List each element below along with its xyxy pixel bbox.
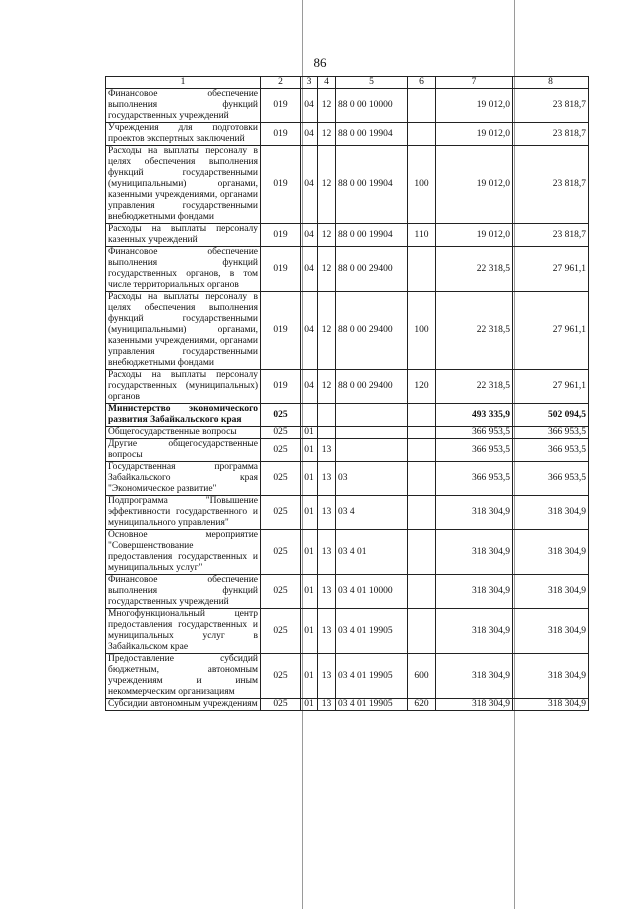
column-header: 1 [106,77,261,89]
subsection-code-cell: 12 [318,123,336,146]
row-name-cell: Многофункциональный центр предоставления государственных и муниципальных услуг в Забайкальском крае [106,609,261,654]
row-name-cell: Финансовое обеспечение выполнения функций государственных учреждений [106,89,261,123]
target-article-cell: 88 0 00 10000 [336,89,408,123]
table-row [106,654,589,699]
row-name-cell: Общегосударственные вопросы [106,427,261,439]
amount-col8-cell: 318 304,9 [513,575,589,609]
subsection-code-cell: 13 [318,496,336,530]
amount-col7-cell: 19 012,0 [436,146,513,224]
table-row [106,292,589,370]
amount-col7-cell: 22 318,5 [436,247,513,292]
ministry-code-cell: 019 [261,247,301,292]
amount-col8-cell: 318 304,9 [513,609,589,654]
section-code-cell: 01 [301,462,318,496]
subsection-code-cell: 13 [318,699,336,711]
amount-col7-cell: 318 304,9 [436,575,513,609]
ministry-code-cell: 019 [261,89,301,123]
table-row [106,496,589,530]
subsection-code-cell: 12 [318,292,336,370]
amount-col8-cell: 502 094,5 [513,404,589,427]
section-code-cell: 01 [301,654,318,699]
ministry-code-cell: 025 [261,654,301,699]
amount-col8-cell: 318 304,9 [513,654,589,699]
table-body [106,89,589,711]
expense-type-cell: 120 [408,370,436,404]
ministry-code-cell: 025 [261,699,301,711]
ministry-code-cell: 025 [261,427,301,439]
section-code-cell: 01 [301,609,318,654]
budget-table [105,76,589,711]
amount-col8-cell: 318 304,9 [513,699,589,711]
target-article-cell: 88 0 00 29400 [336,247,408,292]
ministry-code-cell: 025 [261,575,301,609]
row-name-cell: Министерство экономического развития Забайкальского края [106,404,261,427]
target-article-cell: 03 4 [336,496,408,530]
section-code-cell: 04 [301,89,318,123]
amount-col7-cell: 366 953,5 [436,462,513,496]
table-row [106,370,589,404]
amount-col7-cell: 19 012,0 [436,89,513,123]
table-row [106,427,589,439]
table-row [106,530,589,575]
table-row [106,439,589,462]
expense-type-cell [408,123,436,146]
target-article-cell: 88 0 00 29400 [336,292,408,370]
section-code-cell: 01 [301,530,318,575]
ministry-code-cell: 019 [261,224,301,247]
subsection-code-cell: 12 [318,146,336,224]
amount-col7-cell: 493 335,9 [436,404,513,427]
ministry-code-cell: 025 [261,439,301,462]
table-row [106,146,589,224]
subsection-code-cell [318,404,336,427]
expense-type-cell: 620 [408,699,436,711]
section-code-cell: 01 [301,427,318,439]
subsection-code-cell: 13 [318,530,336,575]
section-code-cell: 04 [301,224,318,247]
subsection-code-cell: 13 [318,462,336,496]
section-code-cell: 01 [301,439,318,462]
expense-type-cell [408,404,436,427]
target-article-cell: 03 4 01 19905 [336,609,408,654]
column-header: 3 [301,77,318,89]
ministry-code-cell: 025 [261,609,301,654]
expense-type-cell [408,609,436,654]
ministry-code-cell: 019 [261,370,301,404]
row-name-cell: Основное мероприятие "Совершенствование предоставления государственных и муниципальных услуг" [106,530,261,575]
amount-col8-cell: 366 953,5 [513,439,589,462]
subsection-code-cell [318,427,336,439]
ministry-code-cell: 025 [261,530,301,575]
row-name-cell: Государственная программа Забайкальского края "Экономическое развитие" [106,462,261,496]
amount-col8-cell: 318 304,9 [513,496,589,530]
column-header: 8 [513,77,589,89]
table-row [106,89,589,123]
amount-col7-cell: 19 012,0 [436,123,513,146]
amount-col8-cell: 27 961,1 [513,370,589,404]
amount-col7-cell: 22 318,5 [436,292,513,370]
amount-col8-cell: 23 818,7 [513,224,589,247]
section-code-cell: 04 [301,146,318,224]
expense-type-cell [408,89,436,123]
ministry-code-cell: 019 [261,123,301,146]
amount-col7-cell: 318 304,9 [436,530,513,575]
expense-type-cell [408,530,436,575]
row-name-cell: Другие общегосударственные вопросы [106,439,261,462]
section-code-cell: 04 [301,370,318,404]
expense-type-cell [408,496,436,530]
amount-col7-cell: 318 304,9 [436,609,513,654]
target-article-cell: 88 0 00 29400 [336,370,408,404]
target-article-cell: 88 0 00 19904 [336,123,408,146]
row-name-cell: Субсидии автономным учреждениям [106,699,261,711]
expense-type-cell [408,247,436,292]
target-article-cell: 03 [336,462,408,496]
ministry-code-cell: 025 [261,496,301,530]
column-number-row [106,77,589,89]
row-name-cell: Предоставление субсидий бюджетным, автономным учреждениям и иным некоммерческим организациям [106,654,261,699]
section-code-cell: 01 [301,496,318,530]
row-name-cell: Финансовое обеспечение выполнения функций государственных учреждений [106,575,261,609]
column-header: 5 [336,77,408,89]
expense-type-cell [408,427,436,439]
row-name-cell: Расходы на выплаты персоналу в целях обеспечения выполнения функций государственными (муниципальными) органами, казенными учреждениями, органами управления государственными внебюджетными фондами [106,292,261,370]
expense-type-cell [408,439,436,462]
amount-col8-cell: 23 818,7 [513,89,589,123]
section-code-cell [301,404,318,427]
amount-col8-cell: 366 953,5 [513,427,589,439]
table-row [106,123,589,146]
row-name-cell: Расходы на выплаты персоналу в целях обеспечения выполнения функций государственными (муниципальными) органами, казенными учреждениями, органами управления государственными внебюджетными фондами [106,146,261,224]
target-article-cell: 03 4 01 19905 [336,654,408,699]
target-article-cell [336,404,408,427]
amount-col7-cell: 318 304,9 [436,496,513,530]
column-header: 4 [318,77,336,89]
column-header: 6 [408,77,436,89]
expense-type-cell: 110 [408,224,436,247]
target-article-cell: 88 0 00 19904 [336,224,408,247]
column-header: 7 [436,77,513,89]
section-code-cell: 01 [301,699,318,711]
table-row [106,609,589,654]
target-article-cell: 03 4 01 19905 [336,699,408,711]
table-row [106,462,589,496]
section-code-cell: 04 [301,123,318,146]
row-name-cell: Расходы на выплаты персоналу государственных (муниципальных) органов [106,370,261,404]
subsection-code-cell: 13 [318,654,336,699]
row-name-cell: Подпрограмма "Повышение эффективности государственного и муниципального управления" [106,496,261,530]
page-number: 86 [313,55,327,70]
row-name-cell: Расходы на выплаты персоналу казенных учреждений [106,224,261,247]
row-name-cell: Финансовое обеспечение выполнения функций государственных органов, в том числе территориальных органов [106,247,261,292]
section-code-cell: 01 [301,575,318,609]
amount-col7-cell: 19 012,0 [436,224,513,247]
target-article-cell: 03 4 01 10000 [336,575,408,609]
expense-type-cell [408,462,436,496]
section-code-cell: 04 [301,247,318,292]
target-article-cell: 88 0 00 19904 [336,146,408,224]
amount-col7-cell: 366 953,5 [436,427,513,439]
target-article-cell: 03 4 01 [336,530,408,575]
amount-col8-cell: 27 961,1 [513,247,589,292]
row-name-cell: Учреждения для подготовки проектов экспертных заключений [106,123,261,146]
table-row [106,699,589,711]
ministry-code-cell: 025 [261,462,301,496]
target-article-cell [336,427,408,439]
amount-col7-cell: 318 304,9 [436,699,513,711]
amount-col8-cell: 318 304,9 [513,530,589,575]
amount-col8-cell: 23 818,7 [513,146,589,224]
column-header: 2 [261,77,301,89]
ministry-code-cell: 019 [261,146,301,224]
amount-col7-cell: 366 953,5 [436,439,513,462]
amount-col7-cell: 22 318,5 [436,370,513,404]
expense-type-cell: 100 [408,146,436,224]
amount-col8-cell: 23 818,7 [513,123,589,146]
amount-col8-cell: 366 953,5 [513,462,589,496]
subsection-code-cell: 13 [318,575,336,609]
expense-type-cell: 100 [408,292,436,370]
subsection-code-cell: 12 [318,224,336,247]
ministry-code-cell: 025 [261,404,301,427]
section-code-cell: 04 [301,292,318,370]
table-row [106,247,589,292]
subsection-code-cell: 12 [318,247,336,292]
amount-col7-cell: 318 304,9 [436,654,513,699]
expense-type-cell: 600 [408,654,436,699]
subsection-code-cell: 13 [318,439,336,462]
subsection-code-cell: 13 [318,609,336,654]
expense-type-cell [408,575,436,609]
table-row [106,404,589,427]
subsection-code-cell: 12 [318,89,336,123]
table-row [106,224,589,247]
ministry-code-cell: 019 [261,292,301,370]
table-row [106,575,589,609]
subsection-code-cell: 12 [318,370,336,404]
target-article-cell [336,439,408,462]
amount-col8-cell: 27 961,1 [513,292,589,370]
